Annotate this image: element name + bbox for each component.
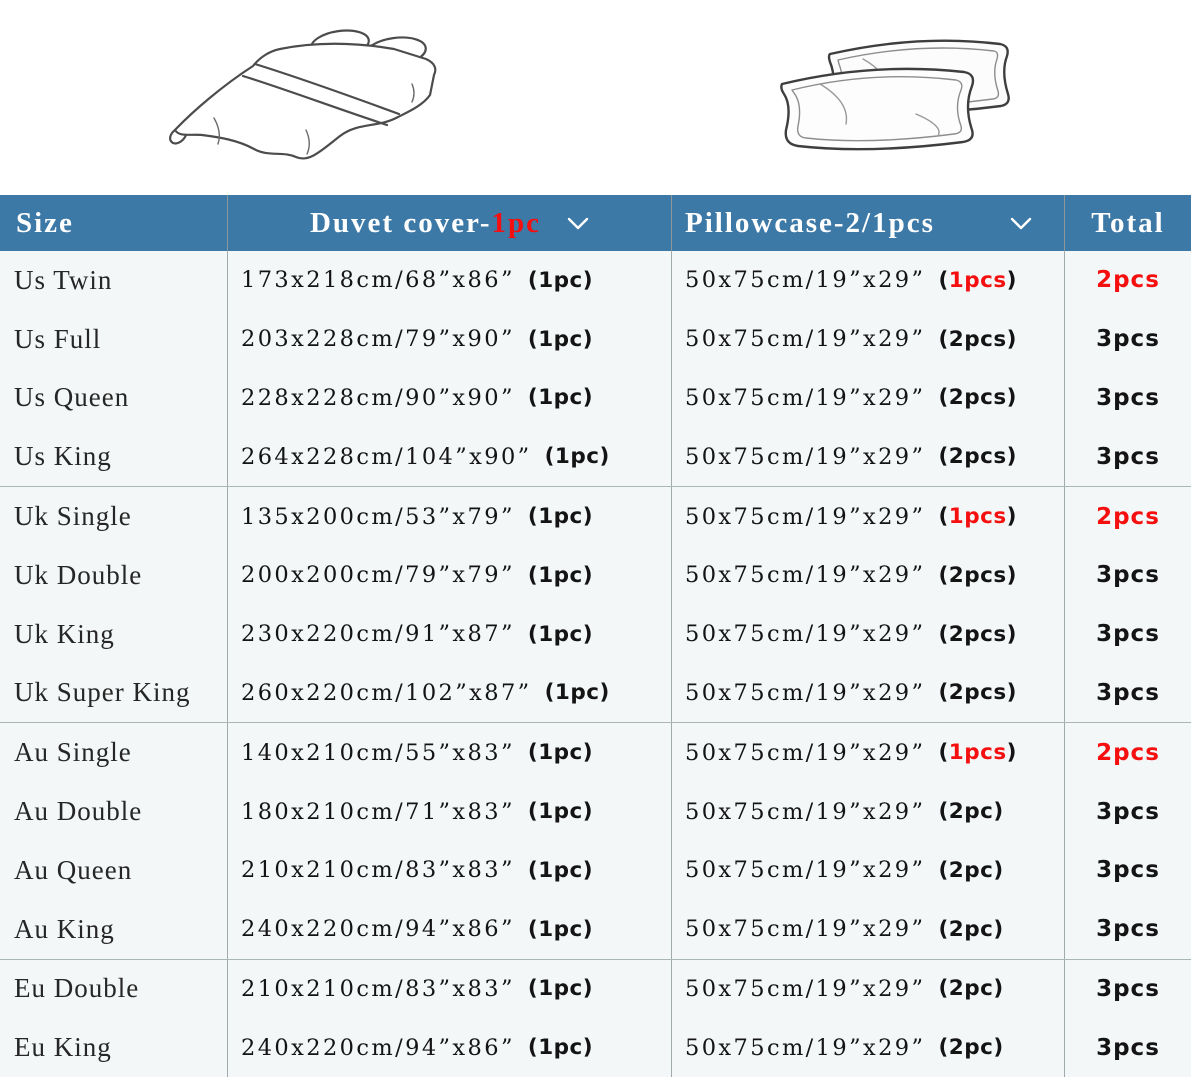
- total-value: 2pcs: [1096, 503, 1160, 530]
- duvet-cell-quantity: [545, 444, 610, 469]
- header-duvet[interactable]: [228, 195, 672, 251]
- close-paren: ): [993, 799, 1004, 825]
- duvet-cell-quantity-value: 1pc: [538, 267, 583, 293]
- size-cell: Us Queen: [0, 369, 228, 428]
- pillowcase-cell: [672, 605, 1065, 664]
- duvet-cell-quantity-value: 1pc: [538, 326, 583, 352]
- close-paren: ): [582, 326, 594, 352]
- pillowcase-cell-quantity-value: 2pcs: [948, 680, 1007, 706]
- table-row: [0, 782, 1191, 841]
- pillowcase-cell: [672, 900, 1065, 959]
- pillowcase-cell-quantity: [938, 680, 1017, 705]
- close-paren: ): [582, 562, 594, 588]
- illustration-strip: [0, 0, 1191, 193]
- close-paren: ): [1006, 621, 1017, 647]
- close-paren: ): [1006, 385, 1017, 411]
- close-paren: ): [582, 1035, 594, 1061]
- pillowcase-cell-quantity: [938, 799, 1003, 824]
- pillowcase-cell-dimensions: 50x75cm/19”x29”: [685, 975, 926, 1002]
- pillowcase-cell-quantity-value: 2pcs: [948, 562, 1007, 588]
- size-cell: Eu King: [0, 1018, 228, 1077]
- close-paren: ): [993, 857, 1004, 883]
- total-value: 3pcs: [1096, 384, 1160, 411]
- open-paren: (: [527, 621, 539, 647]
- size-cell: Uk Single: [0, 487, 228, 546]
- close-paren: ): [1006, 267, 1017, 293]
- duvet-cell-quantity-value: 1pc: [554, 444, 600, 470]
- chevron-down-icon[interactable]: [1010, 217, 1032, 230]
- pillowcase-cell-dimensions: 50x75cm/19”x29”: [685, 384, 926, 411]
- open-paren: (: [527, 326, 539, 352]
- size-cell: Au Single: [0, 723, 228, 782]
- total-value: 3pcs: [1096, 621, 1160, 648]
- pillowcase-cell-dimensions: 50x75cm/19”x29”: [685, 857, 926, 884]
- close-paren: ): [582, 504, 594, 530]
- total-cell: [1065, 960, 1191, 1019]
- pillowcase-cell-quantity-value: 2pc: [948, 857, 994, 883]
- open-paren: (: [527, 799, 539, 825]
- total-cell: [1065, 251, 1191, 310]
- size-cell: Uk King: [0, 605, 228, 664]
- duvet-cell-dimensions: 210x210cm/83”x83”: [241, 975, 515, 1002]
- total-value: 3pcs: [1096, 562, 1160, 589]
- pillowcase-cell-dimensions: 50x75cm/19”x29”: [685, 326, 926, 353]
- open-paren: (: [938, 504, 949, 530]
- duvet-cell-quantity: [528, 858, 593, 883]
- duvet-cell-dimensions: 230x220cm/91”x87”: [241, 621, 515, 648]
- pillowcase-cell-quantity: [938, 740, 1017, 765]
- close-paren: ): [599, 680, 610, 706]
- pillowcase-cell-quantity-value: 2pc: [948, 1035, 994, 1061]
- open-paren: (: [527, 562, 539, 588]
- size-chart-table: [0, 195, 1191, 1074]
- pillowcase-cell-quantity-value: 2pcs: [948, 385, 1007, 411]
- pillowcase-cell-quantity: [938, 1035, 1003, 1060]
- total-value: 3pcs: [1096, 916, 1160, 943]
- duvet-cell-quantity-value: 1pc: [538, 916, 583, 942]
- open-paren: (: [938, 1035, 949, 1061]
- pillowcase-cell-quantity: [938, 268, 1017, 293]
- pillowcase-cell-dimensions: 50x75cm/19”x29”: [685, 562, 926, 589]
- duvet-cell-quantity: [528, 799, 593, 824]
- close-paren: ): [582, 385, 594, 411]
- bed-illustration: [158, 18, 468, 168]
- duvet-cell-quantity: [545, 680, 610, 705]
- pillowcase-cell-quantity-value: 2pcs: [948, 444, 1007, 470]
- table-row: [0, 959, 1191, 1019]
- header-duvet-qty: 1pc: [491, 206, 542, 239]
- size-cell: Us King: [0, 427, 228, 486]
- duvet-cell-quantity: [528, 327, 593, 352]
- duvet-cell-quantity-value: 1pc: [538, 621, 583, 647]
- open-paren: (: [527, 385, 539, 411]
- total-cell: [1065, 782, 1191, 841]
- duvet-cell-dimensions: 240x220cm/94”x86”: [241, 1034, 515, 1061]
- pillowcase-cell: [672, 251, 1065, 310]
- header-duvet-label: Duvet cover-1pc: [309, 206, 542, 239]
- open-paren: (: [938, 267, 949, 293]
- table-header: [0, 195, 1191, 251]
- duvet-cell-quantity-value: 1pc: [554, 680, 600, 706]
- duvet-cell: [228, 605, 672, 664]
- size-cell: Uk Super King: [0, 664, 228, 723]
- duvet-cell-quantity: [528, 622, 593, 647]
- close-paren: ): [582, 799, 594, 825]
- table-row: [0, 546, 1191, 605]
- close-paren: ): [1006, 740, 1017, 766]
- close-paren: ): [582, 857, 594, 883]
- total-cell: [1065, 605, 1191, 664]
- open-paren: (: [938, 562, 949, 588]
- total-cell: [1065, 546, 1191, 605]
- pillowcase-cell-quantity-value: 2pc: [948, 916, 994, 942]
- total-cell: [1065, 723, 1191, 782]
- total-value: 3pcs: [1096, 975, 1160, 1002]
- total-value: 3pcs: [1096, 679, 1160, 706]
- duvet-cell-dimensions: 203x228cm/79”x90”: [241, 326, 515, 353]
- total-cell: [1065, 487, 1191, 546]
- total-cell: [1065, 310, 1191, 369]
- table-row: [0, 605, 1191, 664]
- open-paren: (: [527, 916, 539, 942]
- duvet-cell-dimensions: 200x200cm/79”x79”: [241, 562, 515, 589]
- total-cell: [1065, 900, 1191, 959]
- size-cell: Au Double: [0, 782, 228, 841]
- pillowcase-cell-quantity-value: 2pc: [948, 976, 994, 1002]
- close-paren: ): [1006, 444, 1017, 470]
- pillowcase-cell: [672, 782, 1065, 841]
- pillowcase-cell: [672, 1018, 1065, 1077]
- table-row: [0, 1018, 1191, 1077]
- table-row: [0, 722, 1191, 782]
- duvet-cell-dimensions: 173x218cm/68”x86”: [241, 267, 515, 294]
- total-value: 2pcs: [1096, 267, 1160, 294]
- total-value: 2pcs: [1096, 739, 1160, 766]
- table-row: [0, 664, 1191, 723]
- duvet-cell-quantity: [528, 385, 593, 410]
- total-value: 3pcs: [1096, 798, 1160, 825]
- pillows-illustration: [768, 14, 1088, 159]
- total-value: 3pcs: [1096, 326, 1160, 353]
- pillowcase-cell-quantity-value: 1pcs: [948, 504, 1007, 530]
- total-value: 3pcs: [1096, 857, 1160, 884]
- total-value: 3pcs: [1096, 443, 1160, 470]
- duvet-cell: [228, 369, 672, 428]
- open-paren: (: [527, 976, 539, 1002]
- header-size-label: Size: [16, 206, 74, 239]
- close-paren: ): [599, 444, 610, 470]
- pillowcase-cell-quantity: [938, 385, 1017, 410]
- pillowcase-cell-quantity: [938, 917, 1003, 942]
- close-paren: ): [582, 916, 594, 942]
- table-row: [0, 841, 1191, 900]
- duvet-cell: [228, 723, 672, 782]
- duvet-cell-dimensions: 180x210cm/71”x83”: [241, 798, 515, 825]
- pillowcase-cell: [672, 369, 1065, 428]
- size-cell: Au King: [0, 900, 228, 959]
- pillowcase-cell: [672, 723, 1065, 782]
- open-paren: (: [527, 1035, 539, 1061]
- duvet-cell-quantity: [528, 563, 593, 588]
- duvet-cell-quantity-value: 1pc: [538, 1035, 583, 1061]
- pillowcase-cell: [672, 664, 1065, 723]
- total-value: 3pcs: [1096, 1034, 1160, 1061]
- duvet-cell-dimensions: 140x210cm/55”x83”: [241, 739, 515, 766]
- size-cell: Us Twin: [0, 251, 228, 310]
- pillowcase-cell: [672, 546, 1065, 605]
- table-row: [0, 310, 1191, 369]
- duvet-cell: [228, 1018, 672, 1077]
- pillowcase-cell-quantity: [938, 622, 1017, 647]
- pillowcase-cell-dimensions: 50x75cm/19”x29”: [685, 443, 926, 470]
- duvet-cell-dimensions: 135x200cm/53”x79”: [241, 503, 515, 530]
- total-cell: [1065, 1018, 1191, 1077]
- pillowcase-cell: [672, 841, 1065, 900]
- open-paren: (: [527, 857, 539, 883]
- pillowcase-cell-quantity: [938, 327, 1017, 352]
- duvet-cell-dimensions: 228x228cm/90”x90”: [241, 384, 515, 411]
- close-paren: ): [582, 740, 594, 766]
- duvet-cell-quantity-value: 1pc: [538, 385, 583, 411]
- pillowcase-cell-quantity: [938, 976, 1003, 1001]
- duvet-cell: [228, 251, 672, 310]
- pillowcase-cell-dimensions: 50x75cm/19”x29”: [685, 679, 926, 706]
- open-paren: (: [938, 976, 949, 1002]
- duvet-cell: [228, 782, 672, 841]
- pillowcase-cell-dimensions: 50x75cm/19”x29”: [685, 621, 926, 648]
- total-cell: [1065, 427, 1191, 486]
- duvet-cell: [228, 487, 672, 546]
- header-size: [0, 195, 228, 251]
- size-cell: Us Full: [0, 310, 228, 369]
- table-row: [0, 486, 1191, 546]
- duvet-cell-quantity-value: 1pc: [538, 976, 583, 1002]
- duvet-cell-quantity: [528, 917, 593, 942]
- duvet-cell-quantity: [528, 976, 593, 1001]
- close-paren: ): [1006, 504, 1017, 530]
- duvet-cell-quantity-value: 1pc: [538, 504, 583, 530]
- pillowcase-cell-quantity-value: 2pcs: [948, 326, 1007, 352]
- close-paren: ): [582, 267, 594, 293]
- pillowcase-cell: [672, 960, 1065, 1019]
- pillowcase-cell-dimensions: 50x75cm/19”x29”: [685, 739, 926, 766]
- open-paren: (: [544, 444, 555, 470]
- duvet-cell: [228, 900, 672, 959]
- duvet-cell-dimensions: 210x210cm/83”x83”: [241, 857, 515, 884]
- duvet-cell: [228, 546, 672, 605]
- duvet-cell-dimensions: 240x220cm/94”x86”: [241, 916, 515, 943]
- header-total-label: Total: [1091, 206, 1165, 239]
- total-cell: [1065, 841, 1191, 900]
- duvet-cell-quantity-value: 1pc: [538, 562, 583, 588]
- duvet-cell: [228, 664, 672, 723]
- pillowcase-cell-quantity-value: 1pcs: [948, 267, 1007, 293]
- pillowcase-cell-quantity-value: 2pcs: [948, 621, 1007, 647]
- duvet-cell: [228, 310, 672, 369]
- table-row: [0, 900, 1191, 959]
- open-paren: (: [527, 740, 539, 766]
- pillowcase-cell: [672, 427, 1065, 486]
- pillowcase-cell-quantity-value: 2pc: [948, 799, 994, 825]
- duvet-cell: [228, 960, 672, 1019]
- open-paren: (: [938, 799, 949, 825]
- total-cell: [1065, 369, 1191, 428]
- duvet-cell: [228, 427, 672, 486]
- pillowcase-cell: [672, 310, 1065, 369]
- duvet-cell-quantity: [528, 740, 593, 765]
- header-pillowcase-label: Pillowcase-2/1pcs: [685, 206, 935, 239]
- size-cell: Au Queen: [0, 841, 228, 900]
- header-total: [1065, 195, 1191, 251]
- open-paren: (: [938, 857, 949, 883]
- duvet-cell-quantity-value: 1pc: [538, 740, 583, 766]
- open-paren: (: [938, 740, 949, 766]
- close-paren: ): [993, 1035, 1004, 1061]
- pillowcase-cell-quantity: [938, 563, 1017, 588]
- duvet-cell-quantity: [528, 1035, 593, 1060]
- pillowcase-cell: [672, 487, 1065, 546]
- chevron-down-icon[interactable]: [567, 217, 589, 230]
- duvet-cell: [228, 841, 672, 900]
- open-paren: (: [938, 621, 949, 647]
- table-body: [0, 251, 1191, 1077]
- duvet-cell-dimensions: 264x228cm/104”x90”: [241, 443, 532, 470]
- pillowcase-cell-dimensions: 50x75cm/19”x29”: [685, 916, 926, 943]
- open-paren: (: [938, 916, 949, 942]
- open-paren: (: [527, 267, 539, 293]
- pillowcase-cell-quantity: [938, 504, 1017, 529]
- close-paren: ): [582, 976, 594, 1002]
- front-pillow: [781, 69, 973, 149]
- duvet-cell-quantity-value: 1pc: [538, 857, 583, 883]
- open-paren: (: [544, 680, 555, 706]
- open-paren: (: [938, 385, 949, 411]
- pillowcase-cell-quantity: [938, 444, 1017, 469]
- pillowcase-cell-dimensions: 50x75cm/19”x29”: [685, 267, 926, 294]
- pillowcase-cell-quantity: [938, 858, 1003, 883]
- open-paren: (: [938, 680, 949, 706]
- open-paren: (: [938, 326, 949, 352]
- table-row: [0, 251, 1191, 310]
- total-cell: [1065, 664, 1191, 723]
- duvet-cell-quantity-value: 1pc: [538, 799, 583, 825]
- duvet-cell-quantity: [528, 504, 593, 529]
- close-paren: ): [582, 621, 594, 647]
- pillowcase-cell-dimensions: 50x75cm/19”x29”: [685, 798, 926, 825]
- duvet-cell-quantity: [528, 268, 593, 293]
- pillowcase-cell-dimensions: 50x75cm/19”x29”: [685, 503, 926, 530]
- close-paren: ): [993, 916, 1004, 942]
- close-paren: ): [993, 976, 1004, 1002]
- open-paren: (: [938, 444, 949, 470]
- size-cell: Uk Double: [0, 546, 228, 605]
- pillowcase-cell-quantity-value: 1pcs: [948, 740, 1007, 766]
- close-paren: ): [1006, 562, 1017, 588]
- pillowcase-cell-dimensions: 50x75cm/19”x29”: [685, 1034, 926, 1061]
- duvet-cell-dimensions: 260x220cm/102”x87”: [241, 679, 532, 706]
- table-row: [0, 427, 1191, 486]
- table-row: [0, 369, 1191, 428]
- duvet-body: [175, 44, 435, 159]
- close-paren: ): [1006, 326, 1017, 352]
- close-paren: ): [1006, 680, 1017, 706]
- open-paren: (: [527, 504, 539, 530]
- size-cell: Eu Double: [0, 960, 228, 1019]
- header-pillowcase[interactable]: [672, 195, 1065, 251]
